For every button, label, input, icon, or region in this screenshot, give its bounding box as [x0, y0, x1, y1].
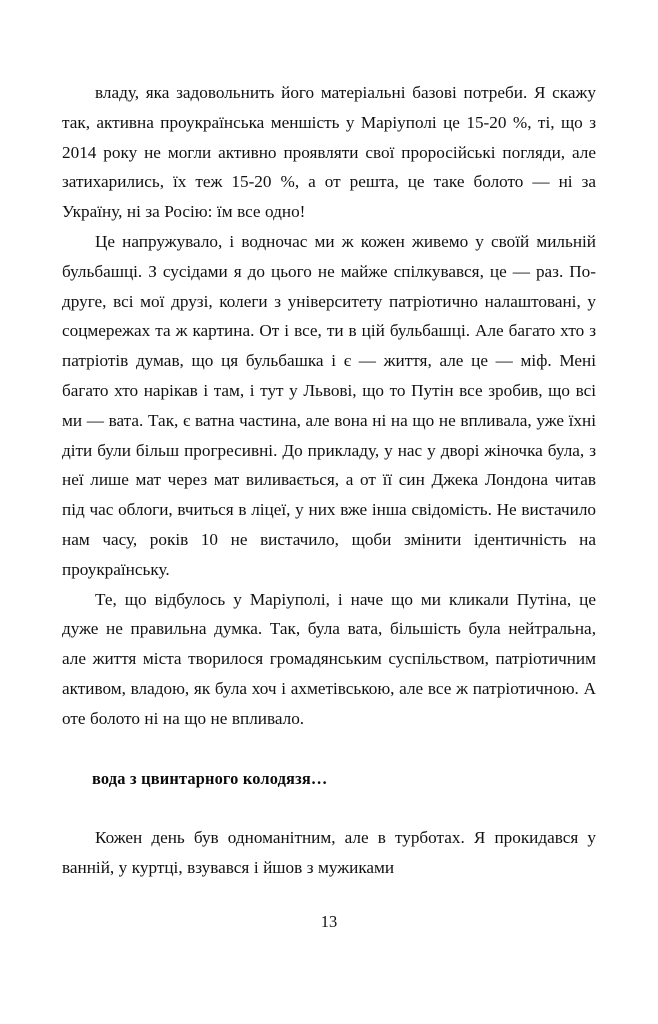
page-text-block: [62, 78, 596, 883]
heading-top-spacer: [62, 734, 596, 764]
paragraph-3: Те, що відбулось у Маріуполі, і наче що ми кликали Путіна, це дуже не правильна думка. Так, була вата, більшість була нейтральна, але життя міста творилося громадянським суспільством, патріотичним активом, владою, як була хоч і ахметівською, але все ж патріотичною. А оте болото ні на що не впливало.: [62, 589, 596, 728]
section-heading: вода з цвинтарного колодязя…: [92, 768, 328, 788]
paragraph-4: Кожен день був одноманітним, але в турботах. Я прокидався у ванній, у куртці, взувався і йшов з мужиками: [62, 828, 596, 878]
paragraph-1: владу, яка задовольнить його матеріальні базові потреби. Я скажу так, активна проукраїнська меншість у Маріуполі це 15-20 %, ті, що з 2014 року не могли активно проявляти свої проросійські погляди, але затихарились, їх теж 15-20 %, а от решта, це таке болото — ні за Україну, ні за Росію: їм все одно!: [62, 83, 596, 222]
paragraph-2: Це напружувало, і водночас ми ж кожен живемо у своїй мильній бульбашці. З сусідами я до цього не майже спілкувався, це — раз. По-друге, всі мої друзі, колеги з університету патріотично налаштовані, у соцмережах та ж картина. От і все, ти в цій бульбашці. Але багато хто з патріотів думав, що ця бульбашка і є — життя, але це — міф. Мені багато хто нарікав і там, і тут у Львові, що то Путін все зробив, що всі ми — вата. Так, є ватна частина, але вона ні на що не впливала, уже їхні діти були більш прогресивні. До прикладу, у нас у дворі жіночка була, з неї лише мат через мат виливається, а от її син Джека Лондона читав під час облоги, вчиться в ліцеї, у них вже інша свідомість. Не вистачило нам часу, років 10 не вистачило, щоби змінити ідентичність на проукраїнську.: [62, 231, 596, 579]
page-number: 13: [320, 912, 338, 931]
heading-bottom-spacer: [62, 793, 596, 823]
